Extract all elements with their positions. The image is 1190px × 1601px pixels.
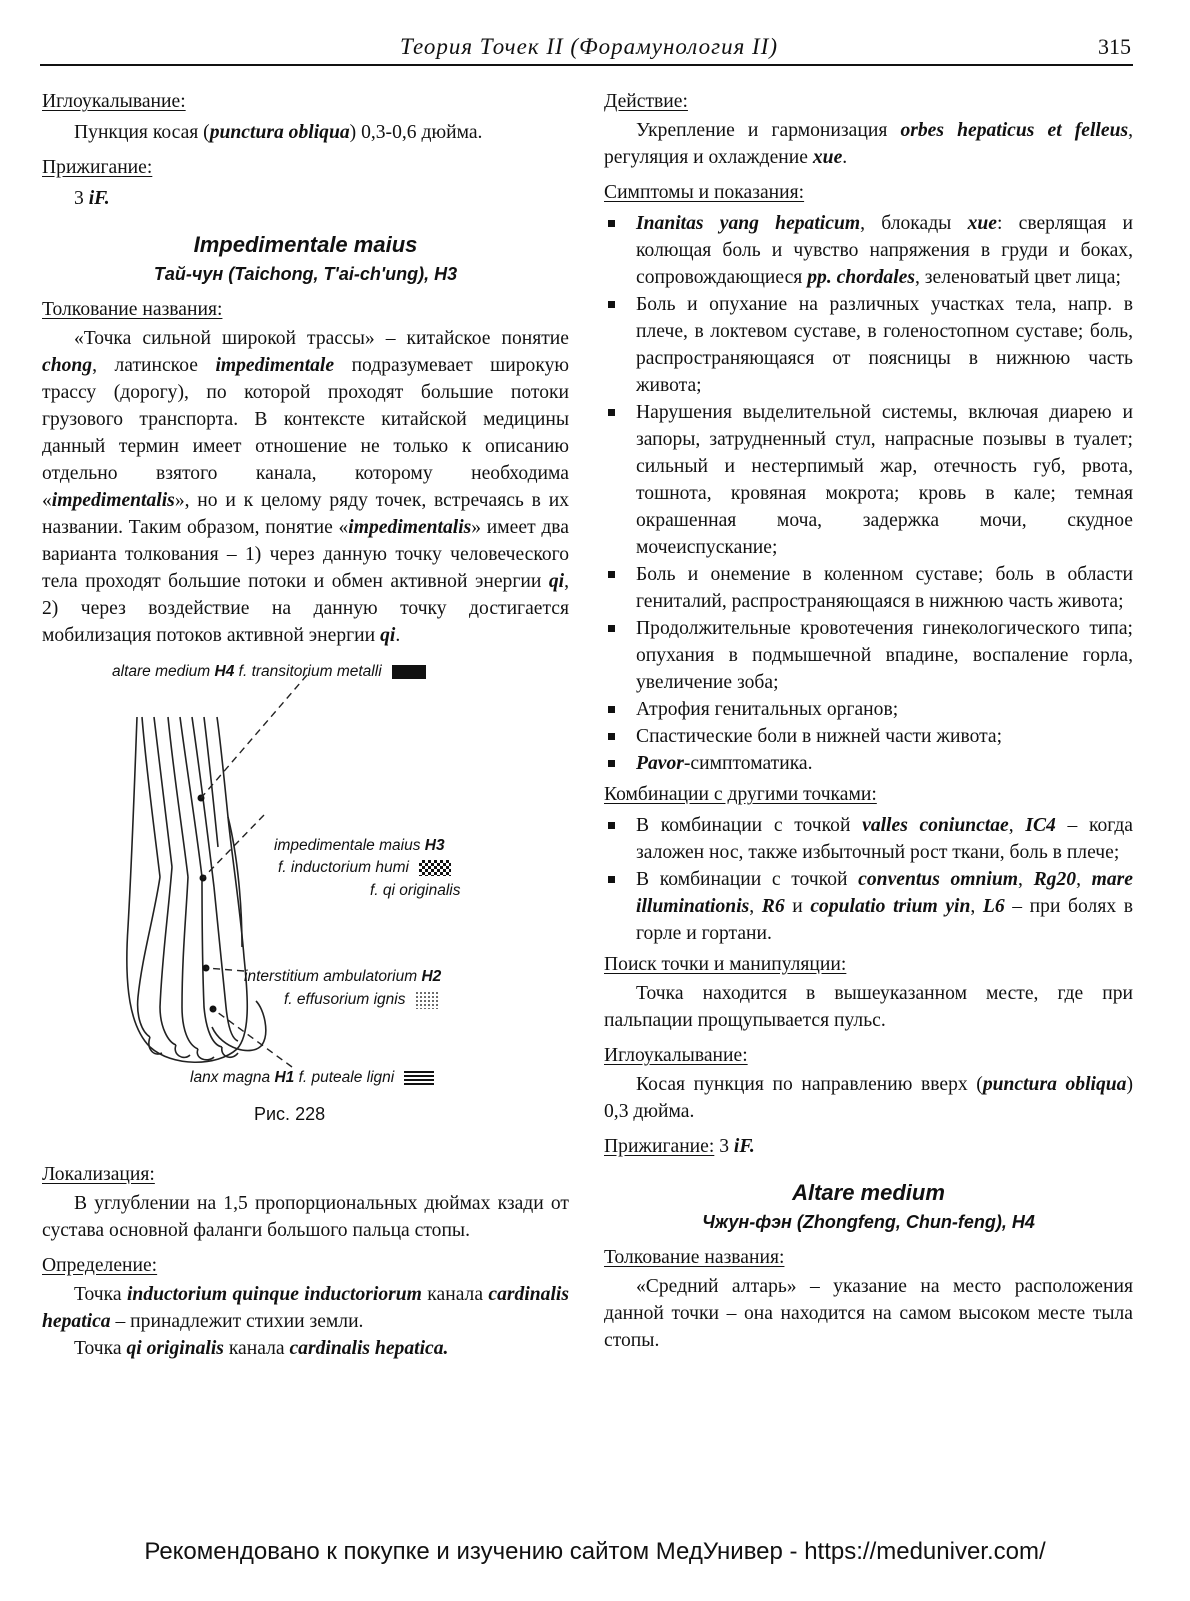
- figure-caption: Рис. 228: [254, 1104, 326, 1124]
- label-inductorium-humi: f. inductorium humi: [278, 857, 451, 879]
- section-label-name: Толкование названия:: [604, 1247, 785, 1268]
- section-label-acupuncture: Иглоукалывание:: [42, 91, 186, 112]
- section-label-action: Действие:: [604, 91, 688, 112]
- list-item: Спастические боли в нижней части живота;: [604, 723, 1133, 750]
- name-interpretation-text: «Точка сильной широкой трассы» – китайское понятие chong, латинское impedimentale подразумевает широкую трассу (дорогу), по которой проходят большие потоки грузового транспорта. В контексте китайской медицины данный термин имеет отношение не только к описанию отдельно взятого канала, которому необходима «impedimentalis», но и к целому ряду точек, встречаясь в их названии. Таким образом, понятие «impedimentalis» имеет два варианта толкования – 1) через данную точку человеческого тела проходят большие потоки и обмен активной энергии qi, 2) через воздействие на данную точку достигается мобилизация потоков активной энергии qi.: [42, 328, 569, 646]
- definition-text-1: Точка inductorium quinque inductoriorum канала cardinalis hepatica – принадлежит стихии земли.: [42, 1284, 569, 1332]
- point-title: Altare medium: [792, 1180, 945, 1205]
- combinations-list: [604, 812, 1133, 947]
- point-subtitle: Чжун-фэн (Zhongfeng, Chun-feng), H4: [702, 1212, 1035, 1232]
- section-label-combinations: Комбинации с другими точками:: [604, 784, 877, 805]
- fire-swatch: [415, 991, 439, 1009]
- symptoms-list: [604, 210, 1133, 777]
- section-label-acupuncture: Иглоукалывание:: [604, 1045, 748, 1066]
- right-column: [604, 88, 1133, 1362]
- list-item: Inanitas yang hepaticum, блокады xue: сверлящая и колющая боль и чувство напряжения в груди и боках, сопровождающиеся pp. chordales, зеленоватый цвет лица;: [604, 210, 1133, 291]
- action-text: Укрепление и гармонизация orbes hepaticus et felleus, регуляция и охлаждение xue.: [604, 120, 1134, 168]
- label-lanx-magna: lanx magna H1 f. puteale ligni: [190, 1067, 434, 1089]
- point-subtitle: Тай-чун (Taichong, T'ai-ch'ung), H3: [153, 264, 458, 284]
- list-item: Продолжительные кровотечения гинекологического типа; опухания в подмышечной впадине, воспаление горла, увеличение зоба;: [604, 615, 1133, 696]
- point-title: Impedimentale maius: [193, 232, 418, 257]
- acupuncture-text: Пункция косая (punctura obliqua) 0,3-0,6 дюйма.: [74, 122, 483, 143]
- page-header: [40, 32, 1133, 66]
- list-item: Боль и опухание на различных участках тела, напр. в плече, в локтевом суставе, в голеностопном суставе; боль, распространяющаяся от поясницы в нижнюю часть живота;: [604, 291, 1133, 399]
- label-altare-medium: altare medium H4 f. transitorium metalli: [112, 661, 426, 683]
- label-effusorium-ignis: f. effusorium ignis: [284, 989, 439, 1011]
- section-label-moxibustion: Прижигание:: [604, 1136, 715, 1157]
- localization-text: В углублении на 1,5 пропорциональных дюймах кзади от сустава основной фаланги большого пальца стопы.: [42, 1193, 569, 1241]
- footer-note: Рекомендовано к покупке и изучению сайтом МедУнивер - https://meduniver.com/: [144, 1538, 1046, 1565]
- list-item: В комбинации с точкой conventus omnium, Rg20, mare illuminationis, R6 и copulatio trium yin, L6 – при болях в горле и гортани.: [604, 866, 1133, 947]
- section-label-moxibustion: Прижигание:: [42, 157, 153, 178]
- moxibustion-line: Прижигание: 3 iF.: [604, 1136, 755, 1157]
- moxibustion-text: 3 iF.: [74, 188, 110, 209]
- metal-swatch: [392, 665, 426, 679]
- list-item: Pavor-симптоматика.: [604, 750, 1133, 777]
- section-label-symptoms: Симптомы и показания:: [604, 182, 805, 203]
- label-qi-originalis: f. qi originalis: [370, 882, 461, 899]
- page-number: 315: [1098, 34, 1131, 59]
- search-text: Точка находится в вышеуказанном месте, где при пальпации прощупывается пульс.: [604, 983, 1133, 1031]
- wood-swatch: [404, 1071, 434, 1085]
- acupuncture-text: Косая пункция по направлению вверх (punctura obliqua) 0,3 дюйма.: [604, 1074, 1133, 1122]
- list-item: Атрофия генитальных органов;: [604, 696, 1133, 723]
- earth-swatch: [419, 860, 451, 876]
- name-interpretation-text: «Средний алтарь» – указание на место расположения данной точки – она находится на самом высоком месте тыла стопы.: [604, 1276, 1133, 1351]
- section-label-search: Поиск точки и манипуляции:: [604, 954, 847, 975]
- running-title: Теория Точек II (Форамунология II): [400, 34, 779, 59]
- section-label-definition: Определение:: [42, 1255, 158, 1276]
- left-column: [42, 88, 569, 1370]
- list-item: Нарушения выделительной системы, включая диарею и запоры, затрудненный стул, напрасные позывы в туалет; сильный и нестерпимый жар, отечность губ, рвота, тошнота, кровяная мокрота; кровь в кале; темная окрашенная моча, задержка мочи, скудное мочеиспускание;: [604, 399, 1133, 561]
- section-label-name: Толкование названия:: [42, 299, 223, 320]
- list-item: Боль и онемение в коленном суставе; боль в области гениталий, распространяющаяся в нижнюю часть живота;: [604, 561, 1133, 615]
- label-interstitium-ambulatorium: interstitium ambulatorium H2: [244, 968, 442, 985]
- label-impedimentale-maius: impedimentale maius H3: [274, 837, 445, 854]
- foot-figure: [42, 657, 569, 1157]
- list-item: В комбинации с точкой valles coniunctae, IC4 – когда заложен нос, также избыточный рост ткани, боль в плече;: [604, 812, 1133, 866]
- definition-text-2: Точка qi originalis канала cardinalis hepatica.: [74, 1338, 449, 1359]
- section-label-localization: Локализация:: [42, 1164, 155, 1185]
